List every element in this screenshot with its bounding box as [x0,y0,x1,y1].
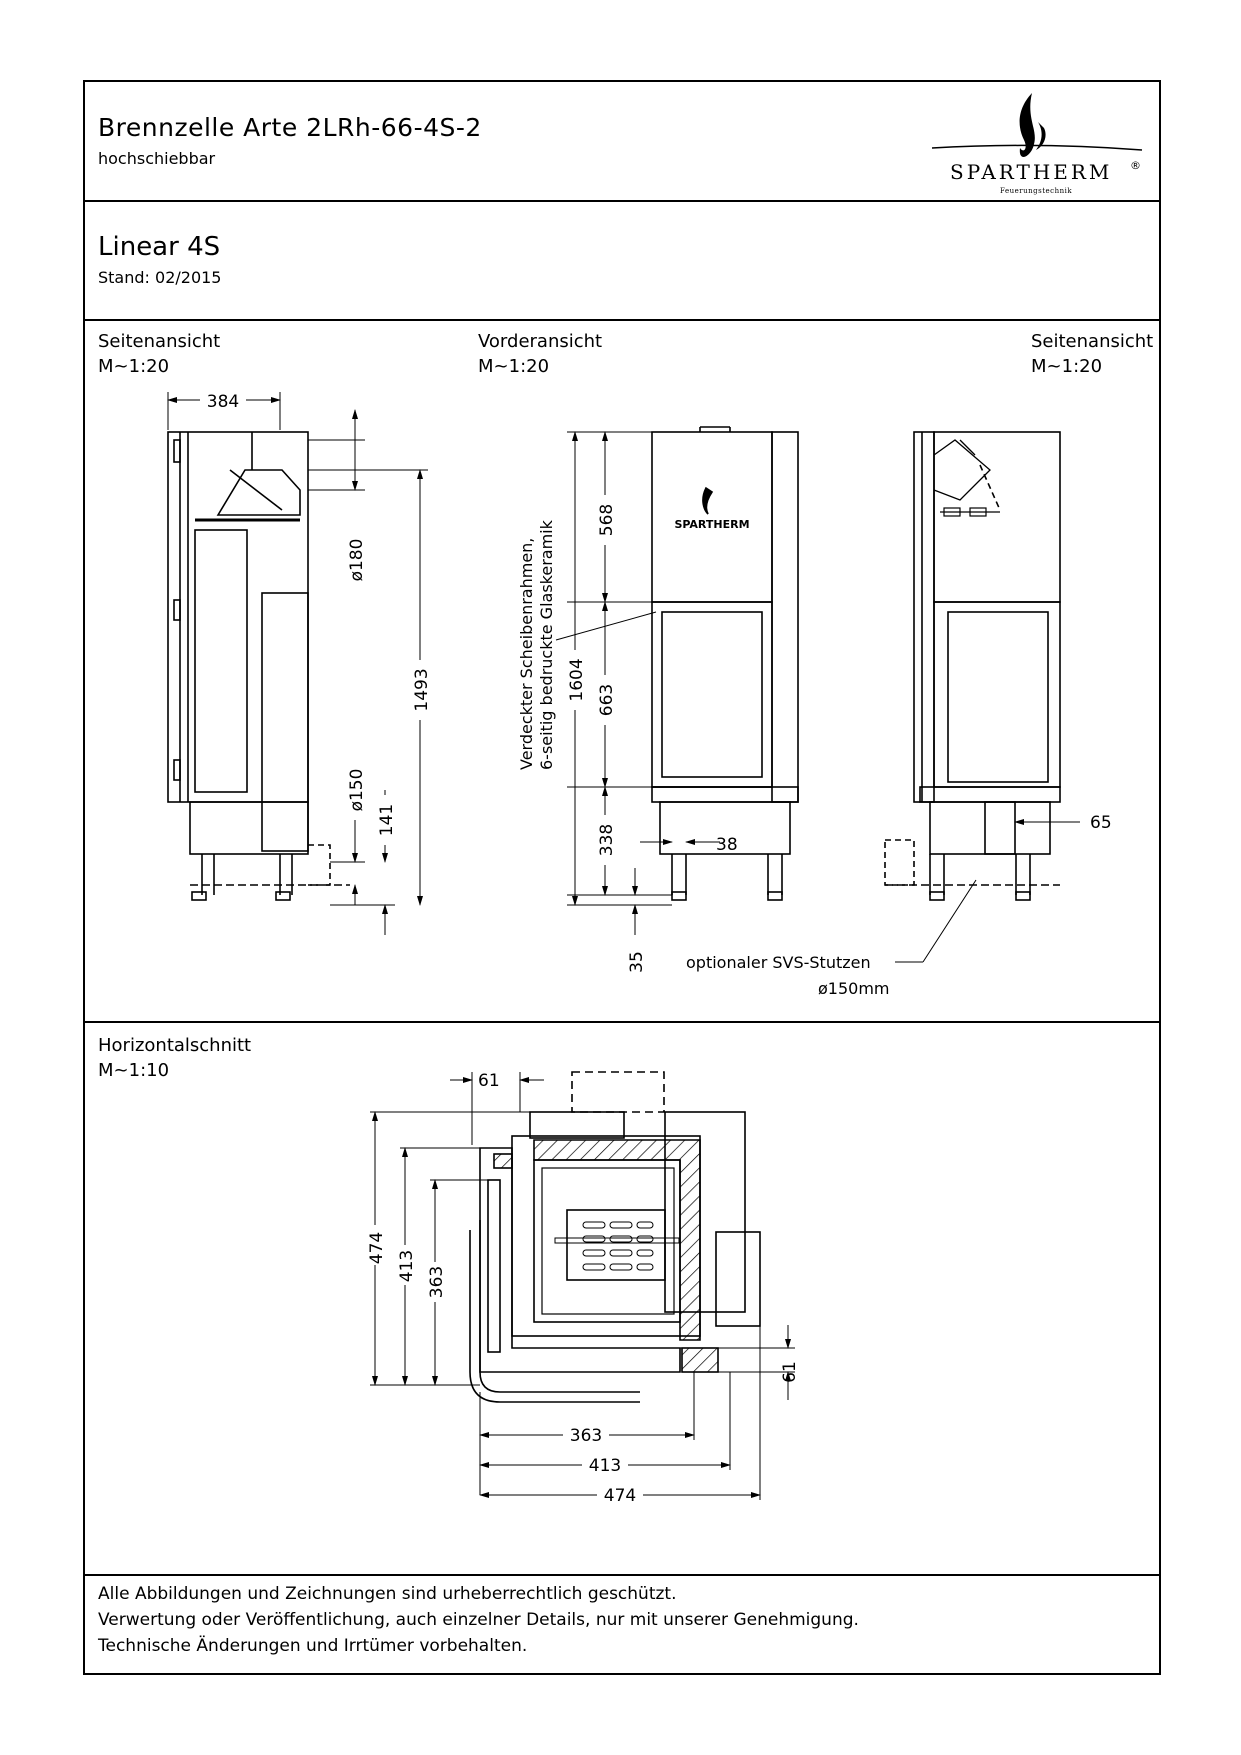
plate-logo: SPARTHERM [674,518,750,531]
frame-note-line1: Verdeckter Scheibenrahmen, [517,537,536,770]
svs-note-line1: optionaler SVS-Stutzen [686,953,871,972]
left-side-view [168,392,428,935]
view-scale-section: M~1:10 [98,1060,170,1081]
footer-line-3: Technische Änderungen und Irrtümer vorbehalten. [98,1636,528,1656]
logo-tagline: Feuerungstechnik [1000,187,1073,195]
dim-sec-363-h: 363 [569,1426,603,1446]
drawing-title: Brennzelle Arte 2LRh-66-4S-2 [98,113,482,142]
dim-bottom-offset: 141 [377,803,397,837]
front-view [556,427,798,935]
view-scale-right: M~1:20 [1031,356,1103,377]
dim-leg-spacing: 38 [716,835,738,855]
view-title-right: Seitenansicht [1031,331,1154,352]
view-title-left: Seitenansicht [98,331,221,352]
dim-sec-61-top: 61 [478,1071,500,1091]
dim-base-height: 338 [597,823,617,857]
footer-line-1: Alle Abbildungen und Zeichnungen sind urheberrechtlich geschützt. [98,1584,677,1604]
dim-flue-top: ø180 [347,538,367,582]
dim-foot-height: 35 [627,951,647,973]
view-scale-front: M~1:20 [478,356,550,377]
frame-note-line2: 6-seitig bedruckte Glaskeramik [537,520,556,770]
svs-note-line2: ø150mm [818,979,890,998]
view-title-front: Vorderansicht [478,331,603,352]
view-scale-left: M~1:20 [98,356,170,377]
dim-sec-61-right: 61 [780,1361,800,1383]
footer-line-2: Verwertung oder Veröffentlichung, auch einzelner Details, nur mit unserer Genehmigung. [98,1610,859,1630]
logo-text: SPARTHERM [950,160,1113,184]
dim-total-height-side: 1493 [412,668,432,712]
view-title-section: Horizontalschnitt [98,1035,252,1056]
dim-total-height-front: 1604 [567,658,587,702]
dim-side-offset: 65 [1090,813,1112,833]
dim-flue-bottom: ø150 [347,768,367,812]
right-side-view [885,432,1080,962]
dim-side-depth: 384 [206,392,240,412]
model-name: Linear 4S [98,232,221,262]
dim-sec-413-v: 413 [397,1249,417,1283]
logo-registered: ® [1130,159,1141,172]
dim-top-height: 568 [597,503,617,537]
drawing-subtitle: hochschiebbar [98,149,216,168]
dim-sec-363-v: 363 [427,1265,447,1299]
dim-sec-474-h: 474 [603,1486,637,1506]
model-date: Stand: 02/2015 [98,268,222,287]
dim-glass-height: 663 [597,683,617,717]
dim-sec-474-v: 474 [367,1231,387,1265]
dim-sec-413-h: 413 [588,1456,622,1476]
